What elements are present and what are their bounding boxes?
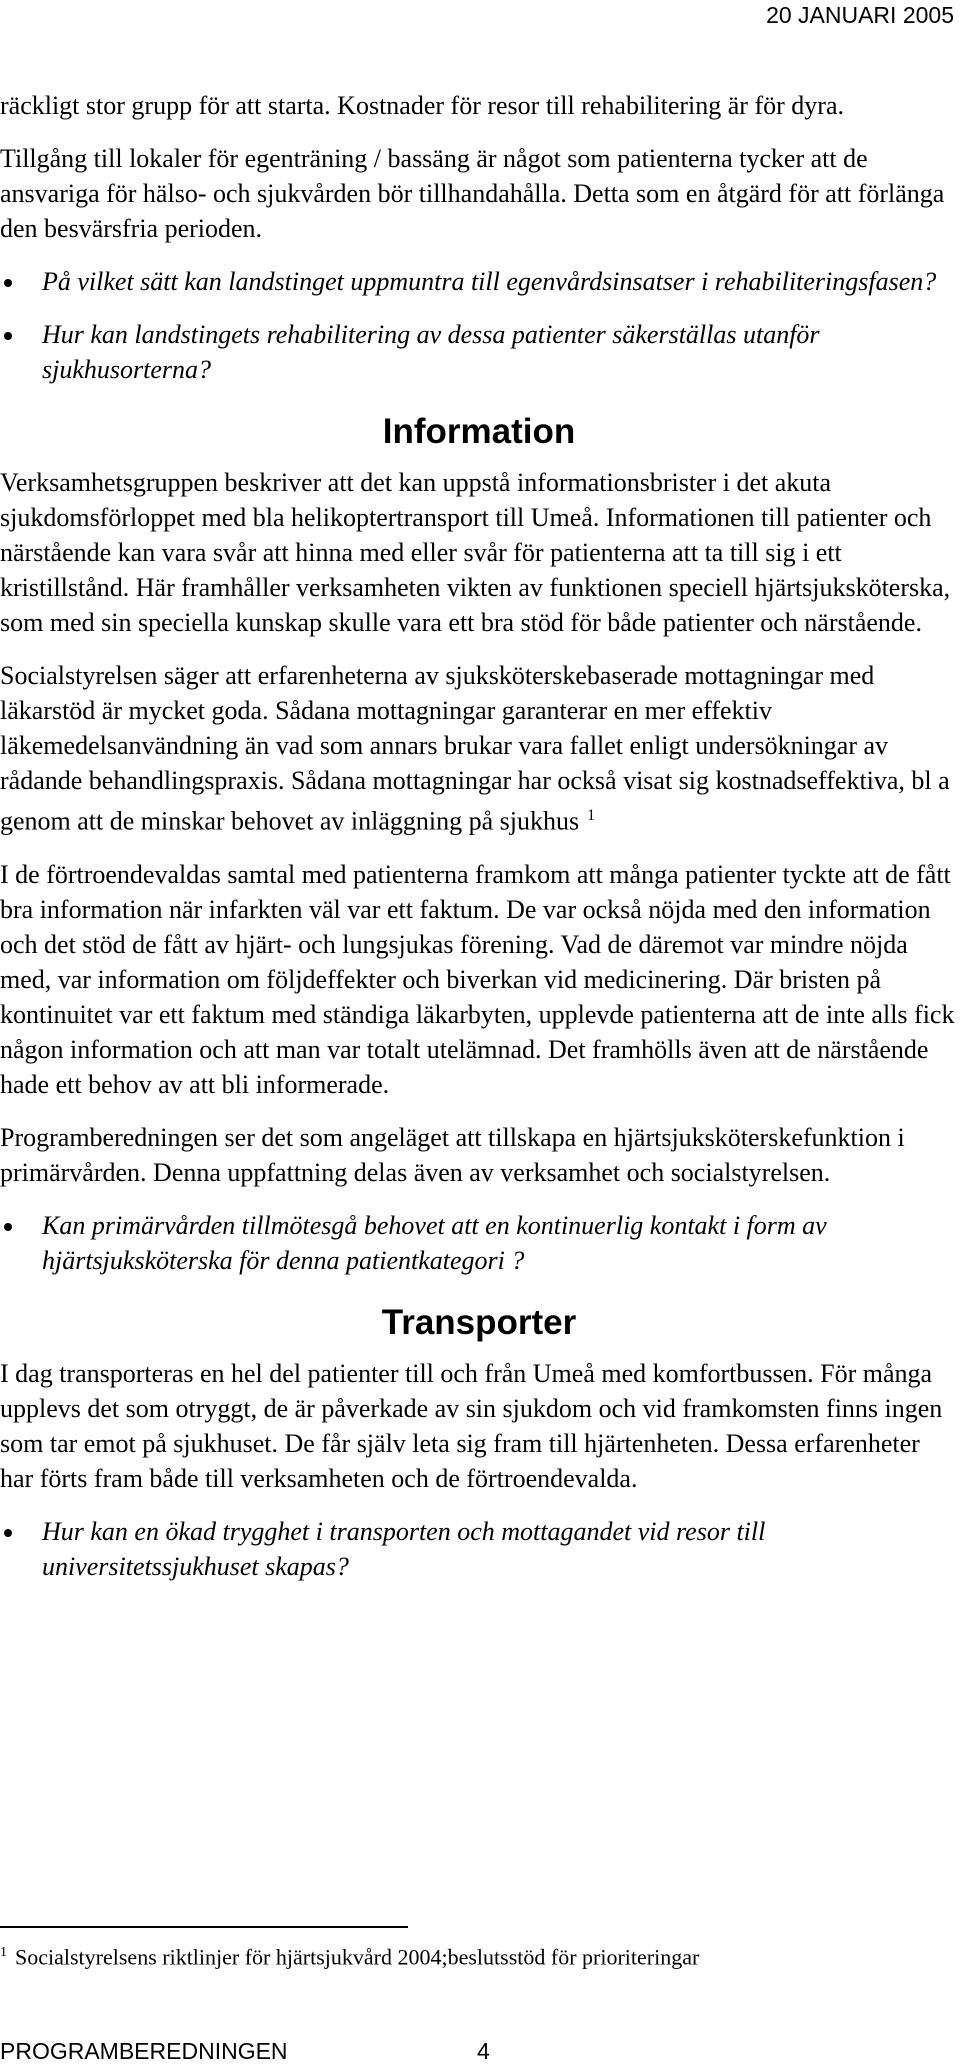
bullet-icon — [4, 279, 12, 287]
question-text: På vilket sätt kan landstinget uppmuntra till egenvårdsinsatser i rehabiliteringsfasen? — [42, 267, 937, 296]
section-heading-transporter: Transporter — [381, 1302, 577, 1342]
information-paragraph-1: Verksamhetsgruppen beskriver att det kan uppstå informationsbrister i det akuta sjukdomsförloppet med bla helikoptertransport till Umeå. Informationen till patienter och närstående kan vara svår att hinna med eller svår för patienterna att ta till sig i ett kristillstånd. Här framhåller verksamheten vikten av funktionen speciell hjärtsjuksköterska, som med sin speciella kunskap skulle vara ett bra stöd för både patienter och närstående. — [0, 468, 951, 637]
intro-paragraph-2: Tillgång till lokaler för egenträning / bassäng är något som patienterna tycker att de ansvariga för hälso- och sjukvården bör tillhandahålla. Detta som en åtgärd för att förlänga den besvärsfria perioden. — [0, 144, 945, 243]
information-paragraph-4: Programberedningen ser det som angeläget att tillskapa en hjärtsjuksköterskefunktion i primärvården. Denna uppfattning delas även av verksamhet och socialstyrelsen. — [0, 1122, 905, 1187]
question-item — [0, 264, 958, 299]
transporter-paragraph-1: I dag transporteras en hel del patienter till och från Umeå med komfortbussen. För många upplevs det som otryggt, de är påverkade av sin sjukdom och vid framkomsten finns ingen som tar emot på sjukhuset. De får själv leta sig fram till hjärtenheten. Dessa erfarenheter har förts fram både till verksamheten och de förtroendevalda. — [0, 1358, 943, 1493]
intro-question-list — [0, 264, 958, 387]
information-paragraph-2 — [0, 658, 958, 839]
information-paragraph-3: I de förtroendevaldas samtal med patienterna framkom att många patienter tyckte att de fått bra information när infarkten väl var ett faktum. De var också nöjda med den information och det stöd de fått av hjärt- och lungsjukas förening. Vad de däremot var mindre nöjda med, var information om följdeffekter och biverkan vid medicinering. Där bristen på kontinuitet var ett faktum med ständiga läkarbyten, upplevde patienterna att de inte alls fick någon information och att man var totalt utelämnad. Det framhölls även att de närstående hade ett behov av att bli informerade. — [0, 859, 955, 1099]
section-heading-information: Information — [382, 412, 576, 451]
header-date: 20 JANUARI 2005 — [766, 2, 954, 28]
question-item — [0, 1208, 958, 1278]
footnote-marker: 1 — [0, 1945, 7, 1960]
footnote-divider — [0, 1926, 408, 1928]
footnote-text: Socialstyrelsens riktlinjer för hjärtsjukvård 2004;beslutsstöd för prioriteringar — [15, 1944, 700, 1970]
question-text: Kan primärvården tillmötesgå behovet att en kontinuerlig kontakt i form av hjärtsjuksköterska för denna patientkategori ? — [42, 1210, 827, 1275]
bullet-icon — [4, 1223, 12, 1231]
bullet-icon — [4, 332, 12, 340]
question-item — [0, 1514, 958, 1584]
intro-paragraph-1: räckligt stor grupp för att starta. Kostnader för resor till rehabilitering är för dyra. — [0, 91, 844, 120]
information-paragraph-2-text: Socialstyrelsen säger att erfarenheterna av sjuksköterskebaserade mottagningar med läkarstöd är mycket goda. Sådana mottagningar garanterar en mer effektiv läkemedelsanvändning än vad som annars brukar vara fallet enligt undersökningar av rådande behandlingspraxis. Sådana mottagningar har också visat sig kostnadseffektiva, bl a genom att de minskar behovet av inläggning på sjukhus — [0, 661, 950, 836]
footnote-reference: 1 — [587, 807, 596, 824]
question-item — [0, 317, 958, 387]
bullet-icon — [4, 1529, 12, 1537]
footer-page-number: 4 — [477, 2038, 490, 2064]
question-text: Hur kan en ökad trygghet i transporten och mottagandet vid resor till universitetssjukhuset skapas? — [42, 1516, 766, 1581]
question-text: Hur kan landstingets rehabilitering av dessa patienter säkerställas utanför sjukhusorterna? — [42, 320, 820, 384]
footnote — [0, 1938, 699, 1972]
information-question-list — [0, 1208, 958, 1278]
footer-organization: PROGRAMBEREDNINGEN — [0, 2038, 288, 2064]
transporter-question-list — [0, 1514, 958, 1584]
document-page — [0, 88, 958, 1608]
